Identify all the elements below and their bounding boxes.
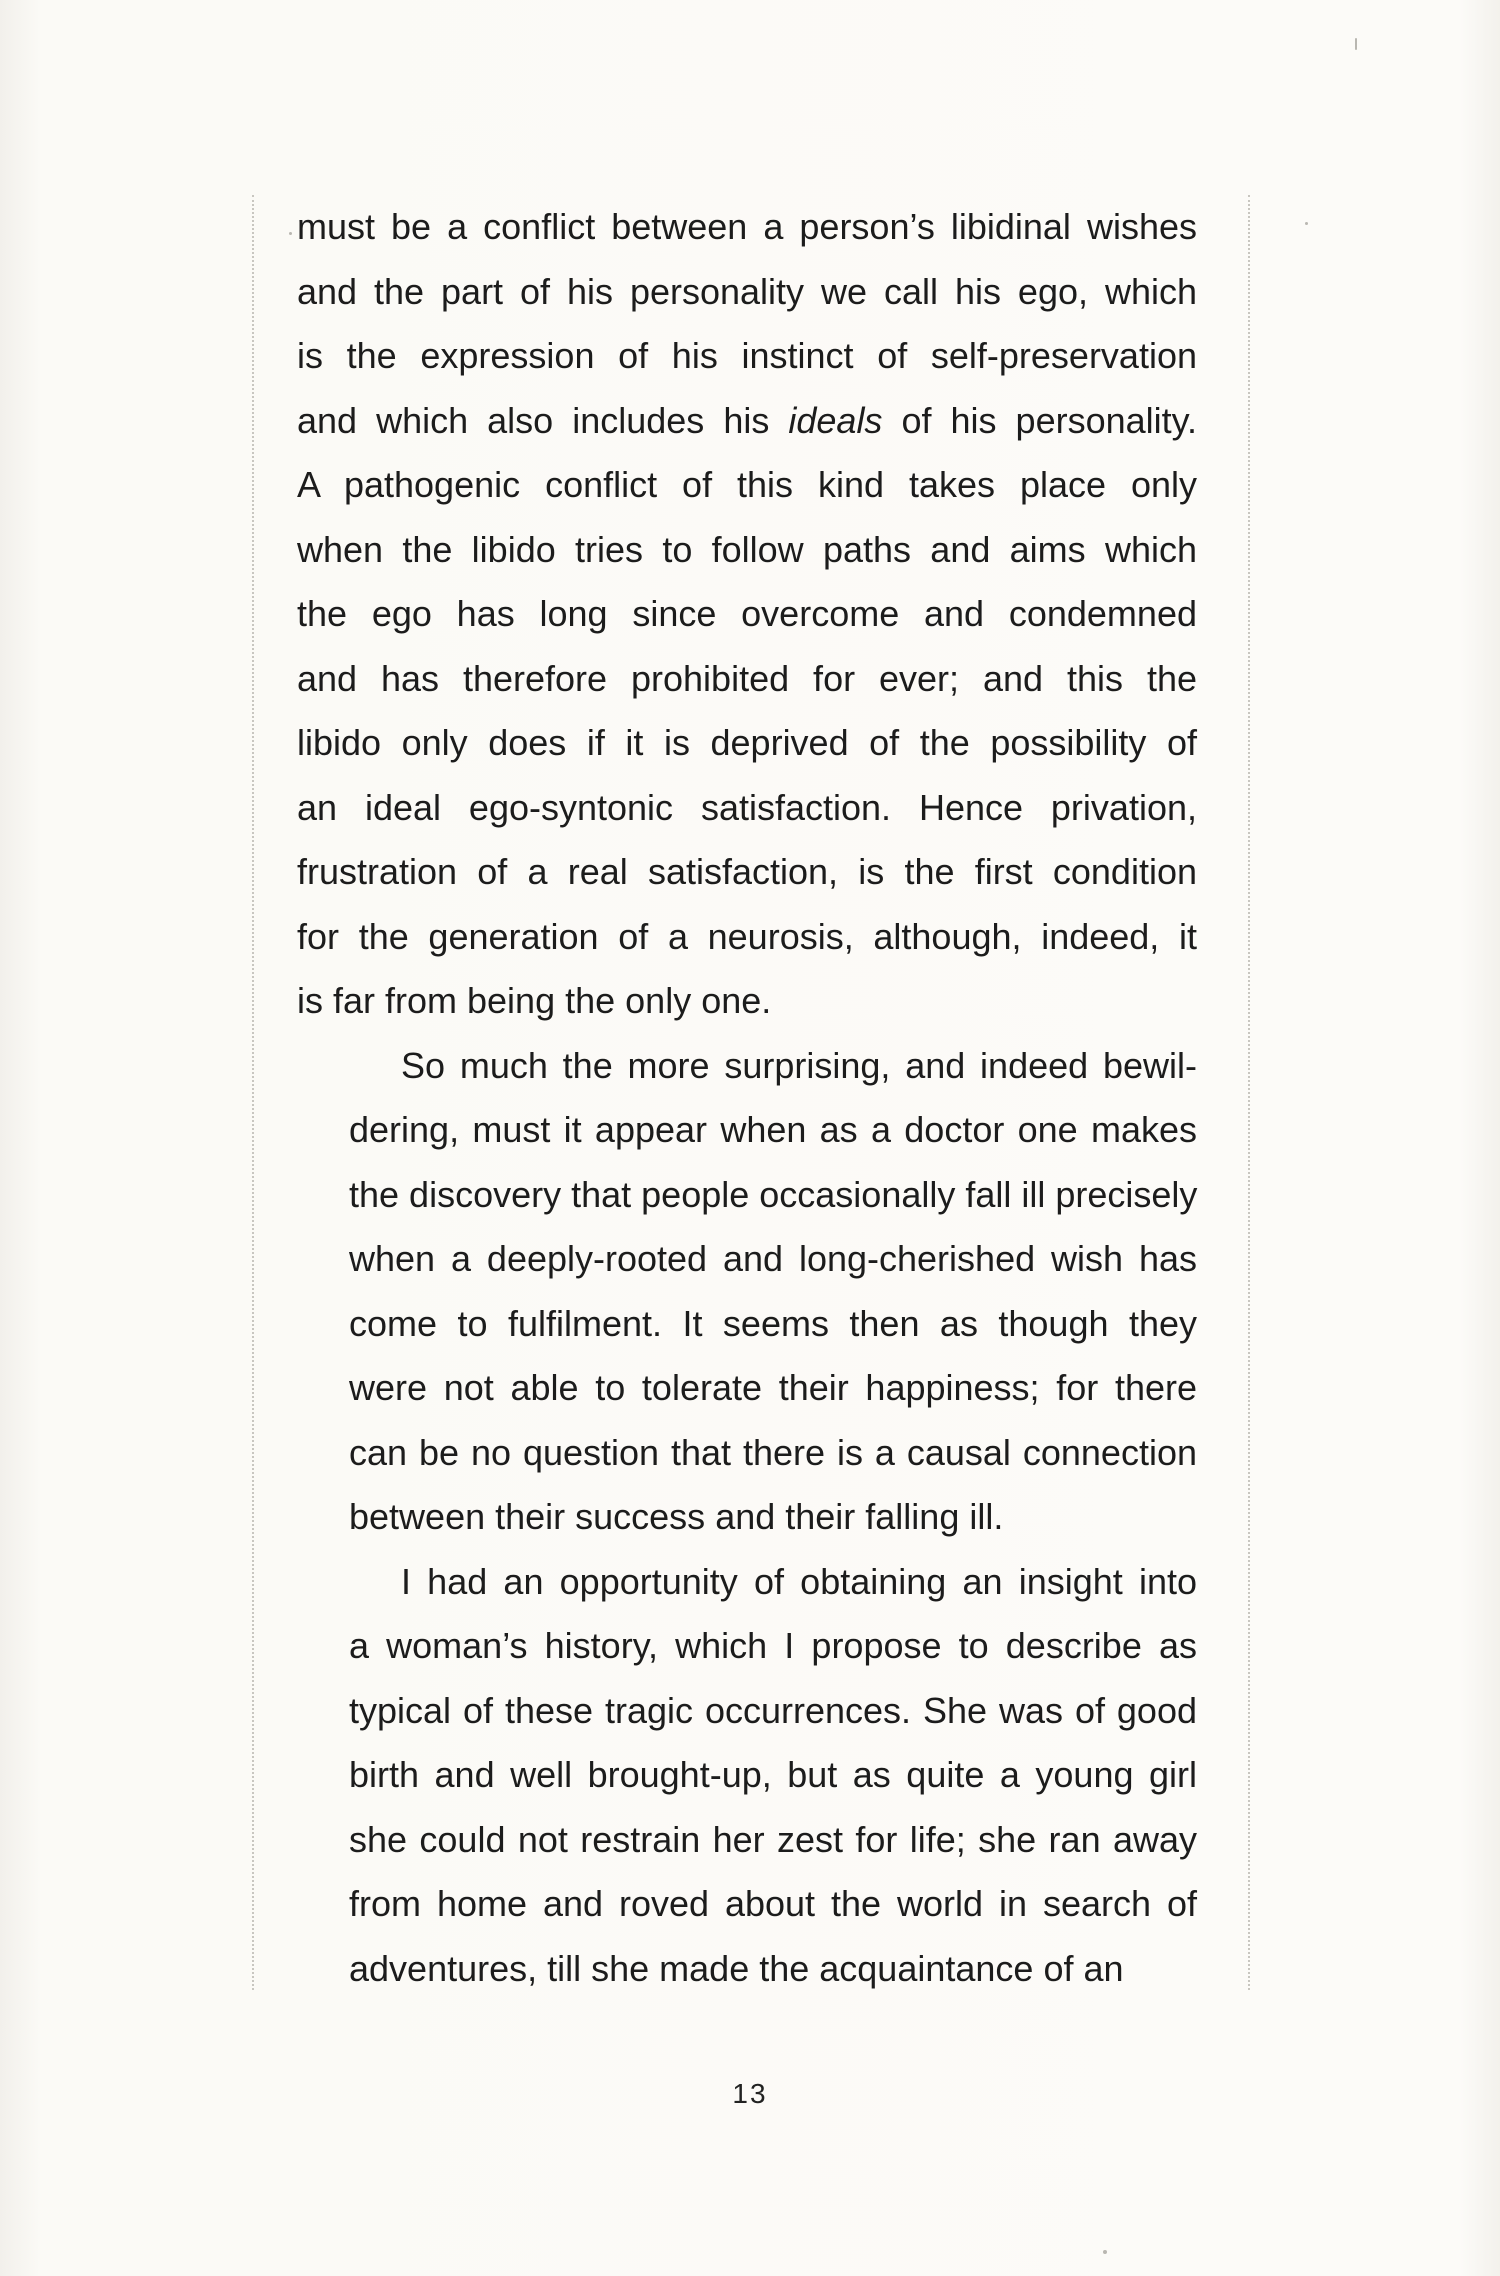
text-line: for the generation of a neurosis, although, indeed, it xyxy=(297,915,1197,957)
paragraph xyxy=(297,195,1197,1034)
text-line: the ego has long since overcome and condemned xyxy=(297,593,1197,634)
text-line: adventures, till she made the acquaintance of an xyxy=(349,1947,1124,1989)
page-number: 13 xyxy=(732,2078,768,2109)
paper-speck xyxy=(289,232,292,235)
italic-emphasis: ideals xyxy=(788,399,883,441)
text-line: between their success and their falling ill. xyxy=(349,1496,1004,1537)
paragraph xyxy=(297,1550,1197,2002)
text-line: So much the more surprising, and indeed bewil- xyxy=(401,1044,1197,1086)
text-line: when a deeply-rooted and long-cherished wish has xyxy=(349,1238,1197,1279)
text-line: an ideal ego-syntonic satisfaction. Hence privation, xyxy=(297,786,1197,828)
text-line: birth and well brought-up, but as quite a young girl xyxy=(349,1754,1197,1795)
text-line: from home and roved about the world in search of xyxy=(349,1883,1197,1924)
text-line: can be no question that there is a causal connection xyxy=(349,1431,1197,1473)
paper-speck xyxy=(1103,2250,1107,2254)
text-line: A pathogenic conflict of this kind takes place only xyxy=(297,464,1197,505)
text-line: typical of these tragic occurrences. She was of good xyxy=(349,1689,1197,1731)
text-line: the discovery that people occasionally fall ill precisely xyxy=(349,1173,1198,1215)
right-margin-rule xyxy=(1248,195,1250,1990)
paragraph xyxy=(297,1034,1197,1550)
text-line: come to fulfilment. It seems then as though they xyxy=(349,1302,1197,1344)
text-line: she could not restrain her zest for life; she ran away xyxy=(349,1818,1197,1860)
text-line: and has therefore prohibited for ever; and this the xyxy=(297,657,1197,699)
text-line: when the libido tries to follow paths and aims which xyxy=(297,528,1197,570)
text-line: dering, must it appear when as a doctor one makes xyxy=(349,1109,1197,1150)
text-line: and which also includes his ideals of his personality. xyxy=(297,399,1197,441)
text-line: I had an opportunity of obtaining an insight into xyxy=(401,1560,1197,1602)
text-line: a woman’s history, which I propose to describe as xyxy=(349,1625,1197,1666)
body-text xyxy=(297,195,1197,2001)
text-line: were not able to tolerate their happiness; for there xyxy=(349,1367,1197,1408)
text-line: and the part of his personality we call his ego, which xyxy=(297,270,1197,312)
text-line: must be a conflict between a person’s libidinal wishes xyxy=(297,206,1197,247)
paper-speck xyxy=(1355,38,1357,50)
text-line: is far from being the only one. xyxy=(297,980,772,1021)
paper-speck xyxy=(1305,222,1308,225)
text-line: is the expression of his instinct of self-preservation xyxy=(297,335,1197,376)
text-line: frustration of a real satisfaction, is the first condition xyxy=(297,851,1197,892)
left-margin-rule xyxy=(252,195,254,1990)
text-line: libido only does if it is deprived of the possibility of xyxy=(297,722,1197,763)
